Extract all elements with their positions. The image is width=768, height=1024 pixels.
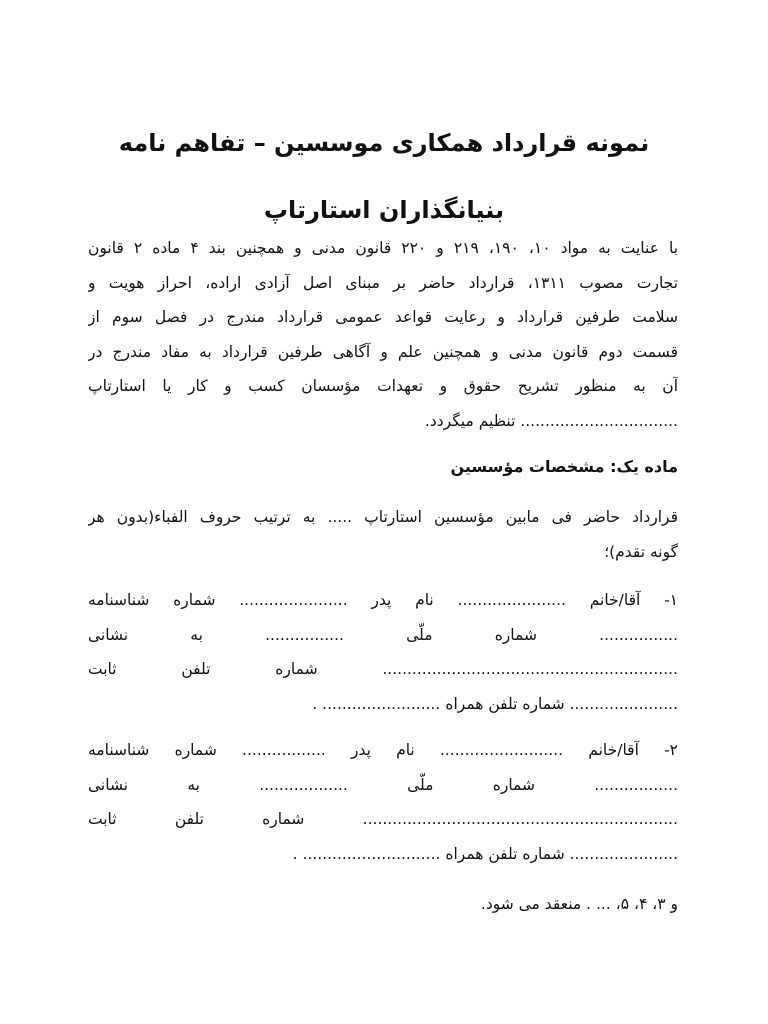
party-2-line: ...................... شماره تلفن همراه ............................ . (292, 844, 678, 863)
closing-paragraph (88, 887, 678, 922)
party-1-line: ............................................................ شماره تلفن ثابت (88, 660, 678, 678)
party-1-line: ۱- آقا/خانم ...................... نام پدر ...................... شماره شناسنامه (88, 591, 678, 609)
party-1-line: ...................... شماره تلفن همراه ........................ . (312, 694, 678, 713)
intro-paragraph (88, 231, 678, 438)
intro-line: آن به منظور تشریح حقوق و تعهدات مؤسسان کسب و کار یا استارتاپ (88, 377, 678, 395)
intro-line: قسمت دوم قانون مدنی و همچنین علم و آگاهی طرفین قرارداد به مفاد مندرج در (88, 342, 678, 361)
page-title-line-2: بنیانگذاران استارتاپ (263, 196, 505, 224)
paragraph-line: قرارداد حاضر فی مابین مؤسسین استارتاپ ..... به ترتیب حروف الفباء(بدون هر (88, 508, 678, 526)
paragraph-line: گونه تقدم)؛ (604, 542, 678, 561)
intro-line: تجارت مصوب ۱۳۱۱، قرارداد حاضر بر مبنای اصل آزادی اراده، احراز هویت و (88, 273, 678, 292)
intro-line: ................................ تنظیم میگردد. (424, 411, 678, 430)
party-1-block (88, 583, 678, 721)
intro-line: با عنایت به مواد ۱۰، ۱۹۰، ۲۱۹ و ۲۲۰ قانون مدنی و همچنین بند ۴ ماده ۲ قانون (88, 239, 678, 257)
party-2-line: ................................................................ شماره تلفن ثابت (88, 810, 678, 828)
intro-line: سلامت طرفین قرارداد و رعایت قواعد عمومی قرارداد مندرج در فصل سوم از (88, 308, 678, 326)
section-1-paragraph (88, 500, 678, 569)
party-2-block (88, 733, 678, 871)
closing-line: و ۳، ۴، ۵، ... . منعقد می شود. (480, 895, 678, 913)
section-1-heading: ماده یک: مشخصات مؤسسین (450, 457, 678, 476)
page-title-line-1: نمونه قرارداد همکاری موسسین – تفاهم نامه (118, 129, 650, 157)
party-2-line: ................. شماره ملّی .................. به نشانی (88, 775, 678, 794)
party-2-line: ۲- آقا/خانم ......................... نام پدر ................. شماره شناسنامه (88, 741, 678, 759)
party-1-line: ................ شماره ملّی ................ به نشانی (88, 625, 678, 644)
